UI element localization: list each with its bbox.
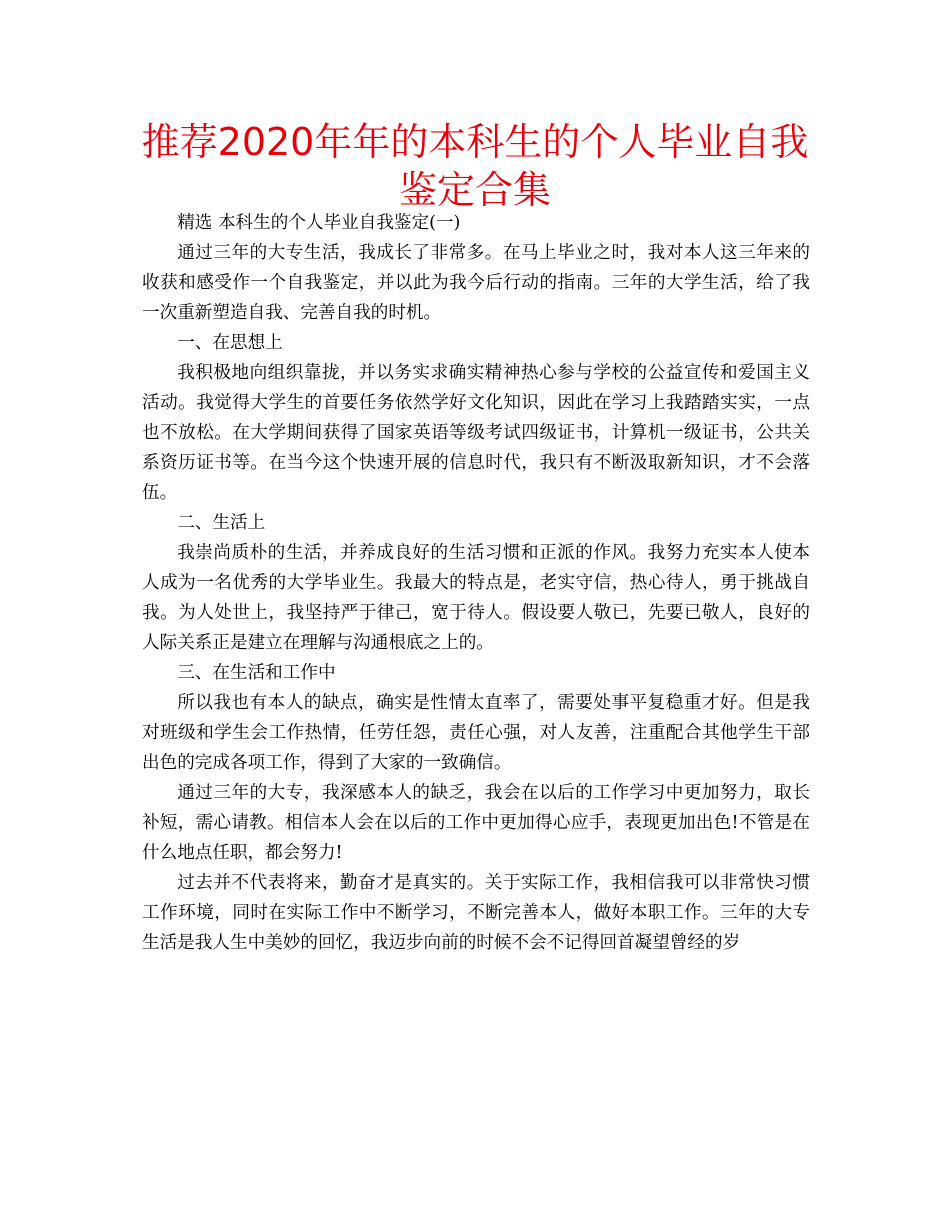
- body-paragraph: 我崇尚质朴的生活，并养成良好的生活习惯和正派的作风。我努力充实本人使本人成为一名优秀的大学毕业生。我最大的特点是，老实守信，热心待人，勇于挑战自我。为人处世上，我坚持严于律己，宽于待人。假设要人敬已，先要已敬人，良好的人际关系正是建立在理解与沟通根底之上的。: [142, 543, 810, 653]
- section-subtitle: 精选 本科生的个人毕业自我鉴定(一): [177, 213, 461, 233]
- body-paragraph: 我积极地向组织靠拢，并以务实求确实精神热心参与学校的公益宣传和爱国主义活动。我觉得大学生的首要任务依然学好文化知识，因此在学习上我踏踏实实，一点也不放松。在大学期间获得了国家英语等级考试四级证书，计算机一级证书，公共关系资历证书等。在当今这个快速开展的信息时代，我只有不断汲取新知识，才不会落伍。: [142, 363, 810, 503]
- body-paragraph: 所以我也有本人的缺点，确实是性情太直率了，需要处事平复稳重才好。但是我对班级和学生会工作热情，任劳任怨，责任心强，对人友善，注重配合其他学生干部出色的完成各项工作，得到了大家的一致确信。: [142, 693, 810, 773]
- document-title: 推荐2020年年的本科生的个人毕业自我鉴定合集: [141, 120, 809, 212]
- document-body: [142, 208, 810, 958]
- section-heading: 二、生活上: [177, 513, 266, 533]
- section-heading: 三、在生活和工作中: [177, 663, 336, 683]
- body-paragraph: 过去并不代表将来，勤奋才是真实的。关于实际工作，我相信我可以非常快习惯工作环境，同时在实际工作中不断学习，不断完善本人，做好本职工作。三年的大专生活是我人生中美妙的回忆，我迈步向前的时候不会不记得回首凝望曾经的岁: [142, 873, 810, 953]
- body-paragraph: 通过三年的大专生活，我成长了非常多。在马上毕业之时，我对本人这三年来的收获和感受作一个自我鉴定，并以此为我今后行动的指南。三年的大学生活，给了我一次重新塑造自我、完善自我的时机。: [142, 243, 810, 323]
- body-paragraph: 通过三年的大专，我深感本人的缺乏，我会在以后的工作学习中更加努力，取长补短，需心请教。相信本人会在以后的工作中更加得心应手，表现更加出色!不管是在什么地点任职，都会努力!: [142, 783, 810, 863]
- section-heading: 一、在思想上: [177, 333, 283, 353]
